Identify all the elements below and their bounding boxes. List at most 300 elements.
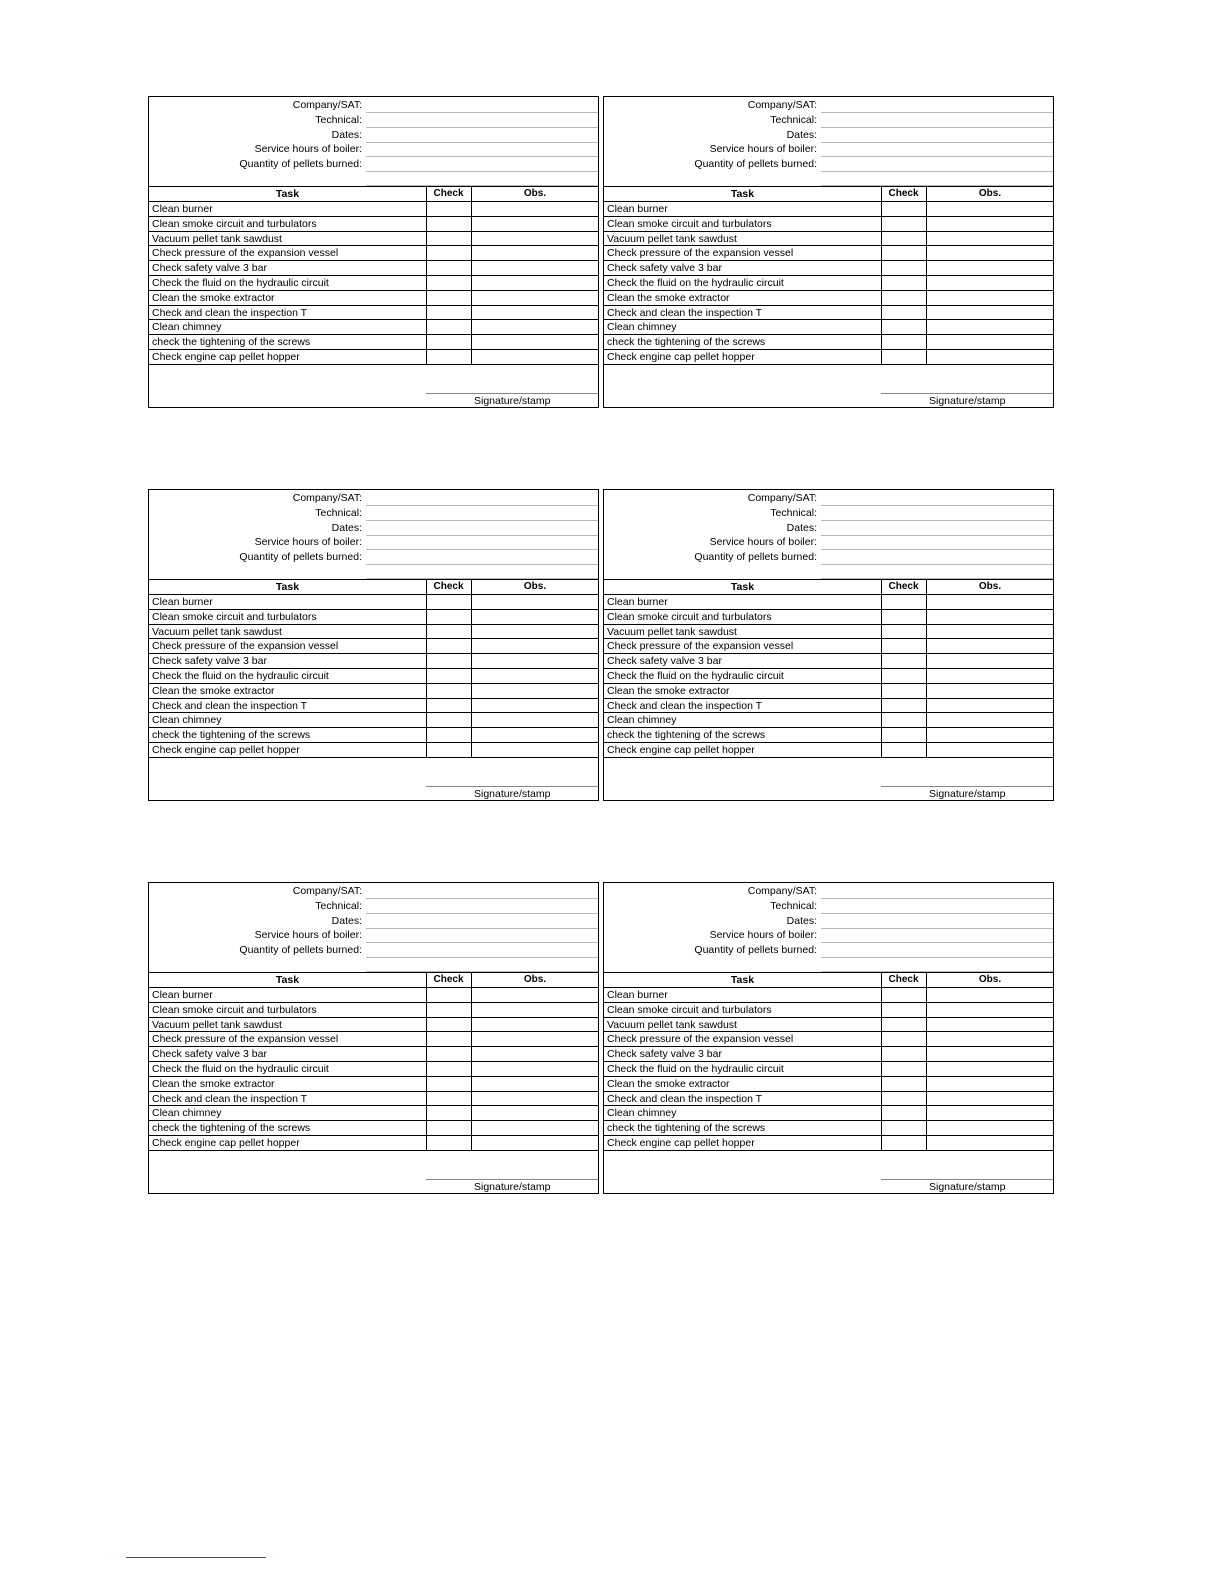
- column-divider: [471, 579, 472, 757]
- task-row: [604, 1135, 1053, 1150]
- task-row: [149, 698, 598, 713]
- task-check-cell[interactable]: [882, 261, 926, 275]
- task-check-cell[interactable]: [882, 728, 926, 742]
- task-label: check the tightening of the screws: [607, 1122, 766, 1135]
- task-label: Clean chimney: [152, 714, 222, 727]
- task-label: Check safety valve 3 bar: [152, 655, 267, 668]
- header-field-row: [604, 142, 1053, 157]
- task-check-cell[interactable]: [427, 654, 471, 668]
- signature-label: Signature/stamp: [474, 395, 551, 407]
- task-check-cell[interactable]: [882, 1121, 926, 1135]
- column-header-obs: Obs.: [523, 974, 547, 985]
- column-divider: [426, 186, 427, 364]
- task-check-cell[interactable]: [882, 625, 926, 639]
- task-obs-cell[interactable]: [927, 335, 1053, 349]
- header-field-row: [149, 521, 598, 536]
- task-obs-cell[interactable]: [927, 713, 1053, 727]
- task-obs-cell[interactable]: [472, 625, 598, 639]
- task-label: Check engine cap pellet hopper: [607, 351, 755, 363]
- task-check-cell[interactable]: [427, 684, 471, 698]
- task-obs-cell[interactable]: [927, 625, 1053, 639]
- task-obs-cell[interactable]: [472, 669, 598, 683]
- task-row: [149, 231, 598, 246]
- task-obs-cell[interactable]: [927, 988, 1053, 1002]
- task-label: Clean the smoke extractor: [152, 1077, 275, 1090]
- signature-label: Signature/stamp: [929, 788, 1006, 800]
- header-field-row: [604, 914, 1053, 929]
- task-label: check the tightening of the screws: [607, 729, 766, 742]
- task-obs-cell[interactable]: [927, 306, 1053, 320]
- task-row: [604, 742, 1053, 757]
- signature-field[interactable]: [881, 1179, 1053, 1180]
- task-obs-cell[interactable]: [472, 1121, 598, 1135]
- task-row: [149, 216, 598, 231]
- table-bottom-border: [604, 1150, 1053, 1151]
- maintenance-card: [148, 489, 599, 801]
- task-obs-cell[interactable]: [927, 261, 1053, 275]
- task-obs-cell[interactable]: [472, 684, 598, 698]
- task-row: [604, 712, 1053, 727]
- task-row: [149, 987, 598, 1002]
- task-row: [604, 334, 1053, 349]
- task-row: [604, 260, 1053, 275]
- header-field-label: Technical:: [315, 899, 362, 912]
- header-field-label: Quantity of pellets burned:: [694, 551, 817, 564]
- task-obs-cell[interactable]: [472, 1092, 598, 1106]
- task-check-cell[interactable]: [882, 743, 926, 757]
- task-label: Check the fluid on the hydraulic circuit: [607, 277, 784, 289]
- header-field-label: Company/SAT:: [747, 492, 817, 504]
- task-label: Clean chimney: [607, 1107, 677, 1120]
- task-check-cell[interactable]: [882, 232, 926, 246]
- task-check-cell[interactable]: [882, 320, 926, 334]
- signature-field[interactable]: [881, 393, 1053, 394]
- column-header-task: Task: [730, 581, 755, 593]
- task-obs-cell[interactable]: [472, 232, 598, 246]
- column-divider: [426, 972, 427, 1150]
- task-obs-cell[interactable]: [927, 1003, 1053, 1017]
- column-divider: [471, 186, 472, 364]
- header-field-row: [604, 491, 1053, 506]
- task-check-cell[interactable]: [882, 246, 926, 260]
- task-obs-cell[interactable]: [927, 1121, 1053, 1135]
- task-label: Check and clean the inspection T: [152, 1092, 308, 1105]
- column-header-task: Task: [275, 974, 300, 986]
- header-field-label: Company/SAT:: [747, 99, 817, 111]
- task-obs-cell[interactable]: [927, 232, 1053, 246]
- task-row: [604, 668, 1053, 683]
- task-check-cell[interactable]: [427, 350, 471, 364]
- task-label: Check pressure of the expansion vessel: [607, 1033, 794, 1046]
- task-label: Check and clean the inspection T: [607, 699, 763, 712]
- table-bottom-border: [604, 364, 1053, 365]
- header-field-row: [604, 899, 1053, 914]
- task-obs-cell[interactable]: [927, 1018, 1053, 1032]
- task-label: Clean burner: [152, 989, 213, 1001]
- signature-label: Signature/stamp: [929, 1181, 1006, 1193]
- task-check-cell[interactable]: [882, 713, 926, 727]
- task-check-cell[interactable]: [427, 261, 471, 275]
- signature-field[interactable]: [426, 786, 598, 787]
- task-check-cell[interactable]: [882, 639, 926, 653]
- task-label: check the tightening of the screws: [152, 336, 311, 349]
- header-field-label: Company/SAT:: [292, 885, 362, 897]
- signature-field[interactable]: [881, 786, 1053, 787]
- task-check-cell[interactable]: [427, 1077, 471, 1091]
- task-label: Check safety valve 3 bar: [152, 262, 267, 275]
- column-divider: [426, 579, 427, 757]
- task-row: [149, 1031, 598, 1046]
- task-row: [604, 609, 1053, 624]
- header-field-label: Service hours of boiler:: [254, 143, 362, 156]
- task-obs-cell[interactable]: [927, 1136, 1053, 1150]
- task-obs-cell[interactable]: [472, 1136, 598, 1150]
- task-row: [604, 216, 1053, 231]
- task-label: Check and clean the inspection T: [152, 699, 308, 712]
- task-row: [149, 742, 598, 757]
- task-obs-cell[interactable]: [472, 728, 598, 742]
- task-row: [149, 1135, 598, 1150]
- column-header-check: Check: [888, 188, 919, 199]
- task-label: Clean chimney: [152, 321, 222, 334]
- task-row: [604, 305, 1053, 320]
- task-obs-cell[interactable]: [927, 743, 1053, 757]
- task-obs-cell[interactable]: [927, 217, 1053, 231]
- task-obs-cell[interactable]: [927, 1062, 1053, 1076]
- task-label: Check safety valve 3 bar: [607, 262, 722, 275]
- task-check-cell[interactable]: [427, 1003, 471, 1017]
- task-check-cell[interactable]: [427, 246, 471, 260]
- task-check-cell[interactable]: [427, 595, 471, 609]
- task-obs-cell[interactable]: [472, 654, 598, 668]
- task-check-cell[interactable]: [882, 1062, 926, 1076]
- signature-field[interactable]: [426, 1179, 598, 1180]
- task-row: [149, 1120, 598, 1135]
- header-field-row: [604, 884, 1053, 899]
- task-obs-cell[interactable]: [927, 350, 1053, 364]
- task-check-cell[interactable]: [427, 699, 471, 713]
- task-row: [149, 712, 598, 727]
- task-obs-cell[interactable]: [472, 261, 598, 275]
- signature-field[interactable]: [426, 393, 598, 394]
- header-field-label: Technical:: [770, 113, 817, 126]
- task-obs-cell[interactable]: [472, 306, 598, 320]
- header-field-label: Quantity of pellets burned:: [239, 944, 362, 957]
- task-check-cell[interactable]: [427, 202, 471, 216]
- task-check-cell[interactable]: [882, 1032, 926, 1046]
- header-field-input[interactable]: [821, 171, 1053, 172]
- column-header-check: Check: [433, 188, 464, 199]
- column-header-obs: Obs.: [978, 188, 1002, 199]
- task-row: [604, 624, 1053, 639]
- task-label: Clean the smoke extractor: [152, 291, 275, 304]
- task-row: [149, 334, 598, 349]
- column-header-check: Check: [433, 974, 464, 985]
- header-field-row: [604, 113, 1053, 128]
- header-field-row: [149, 98, 598, 113]
- task-label: Check engine cap pellet hopper: [152, 1137, 300, 1149]
- task-check-cell[interactable]: [427, 639, 471, 653]
- column-header-obs: Obs.: [523, 188, 547, 199]
- header-field-input[interactable]: [366, 957, 598, 958]
- task-check-cell[interactable]: [427, 217, 471, 231]
- task-obs-cell[interactable]: [927, 595, 1053, 609]
- task-label: Vacuum pellet tank sawdust: [607, 1018, 737, 1031]
- header-field-input[interactable]: [366, 171, 598, 172]
- task-row: [149, 1076, 598, 1091]
- task-label: check the tightening of the screws: [152, 729, 311, 742]
- header-field-row: [604, 157, 1053, 172]
- header-field-label: Company/SAT:: [292, 492, 362, 504]
- task-label: Clean smoke circuit and turbulators: [152, 610, 317, 623]
- task-label: Check and clean the inspection T: [607, 306, 763, 319]
- task-obs-cell[interactable]: [927, 699, 1053, 713]
- task-check-cell[interactable]: [427, 610, 471, 624]
- header-field-label: Dates:: [786, 521, 817, 534]
- task-obs-cell[interactable]: [472, 699, 598, 713]
- task-check-cell[interactable]: [427, 1136, 471, 1150]
- task-check-cell[interactable]: [882, 335, 926, 349]
- task-row: [604, 1046, 1053, 1061]
- task-check-cell[interactable]: [427, 1121, 471, 1135]
- task-label: Clean the smoke extractor: [607, 1077, 730, 1090]
- task-obs-cell[interactable]: [927, 610, 1053, 624]
- task-obs-cell[interactable]: [927, 246, 1053, 260]
- header-field-label: Quantity of pellets burned:: [694, 944, 817, 957]
- task-check-cell[interactable]: [882, 1018, 926, 1032]
- signature-label: Signature/stamp: [474, 788, 551, 800]
- task-row: [149, 624, 598, 639]
- header-field-row: [149, 884, 598, 899]
- task-label: check the tightening of the screws: [607, 336, 766, 349]
- header-field-row: [604, 128, 1053, 143]
- task-check-cell[interactable]: [427, 1047, 471, 1061]
- footnote-separator: [126, 1557, 266, 1558]
- task-row: [604, 1091, 1053, 1106]
- header-field-row: [149, 128, 598, 143]
- column-divider: [471, 972, 472, 1150]
- task-check-cell[interactable]: [882, 595, 926, 609]
- task-check-cell[interactable]: [882, 217, 926, 231]
- task-row: [604, 245, 1053, 260]
- task-label: Check pressure of the expansion vessel: [607, 640, 794, 653]
- task-obs-cell[interactable]: [472, 246, 598, 260]
- task-row: [604, 1002, 1053, 1017]
- task-obs-cell[interactable]: [472, 202, 598, 216]
- task-obs-cell[interactable]: [472, 1032, 598, 1046]
- task-obs-cell[interactable]: [927, 1047, 1053, 1061]
- task-check-cell[interactable]: [427, 1106, 471, 1120]
- task-obs-cell[interactable]: [927, 1106, 1053, 1120]
- task-obs-cell[interactable]: [927, 669, 1053, 683]
- task-row: [149, 668, 598, 683]
- header-field-label: Service hours of boiler:: [709, 929, 817, 942]
- task-obs-cell[interactable]: [472, 320, 598, 334]
- task-obs-cell[interactable]: [927, 654, 1053, 668]
- task-obs-cell[interactable]: [927, 1077, 1053, 1091]
- task-check-cell[interactable]: [427, 335, 471, 349]
- header-field-row: [149, 157, 598, 172]
- task-check-cell[interactable]: [427, 625, 471, 639]
- task-label: Check safety valve 3 bar: [607, 655, 722, 668]
- task-check-cell[interactable]: [882, 276, 926, 290]
- task-row: [604, 638, 1053, 653]
- header-field-label: Service hours of boiler:: [709, 536, 817, 549]
- task-label: Check safety valve 3 bar: [607, 1048, 722, 1061]
- task-check-cell[interactable]: [882, 350, 926, 364]
- task-check-cell[interactable]: [427, 306, 471, 320]
- header-field-row: [149, 914, 598, 929]
- task-obs-cell[interactable]: [927, 684, 1053, 698]
- task-obs-cell[interactable]: [472, 1077, 598, 1091]
- task-obs-cell[interactable]: [472, 639, 598, 653]
- task-check-cell[interactable]: [427, 1092, 471, 1106]
- task-label: Clean the smoke extractor: [607, 291, 730, 304]
- column-header-obs: Obs.: [523, 581, 547, 592]
- task-check-cell[interactable]: [882, 202, 926, 216]
- task-check-cell[interactable]: [427, 669, 471, 683]
- task-row: [149, 305, 598, 320]
- task-row: [604, 1031, 1053, 1046]
- task-check-cell[interactable]: [882, 654, 926, 668]
- task-obs-cell[interactable]: [927, 276, 1053, 290]
- task-check-cell[interactable]: [427, 1062, 471, 1076]
- task-check-cell[interactable]: [882, 1077, 926, 1091]
- column-divider: [926, 186, 927, 364]
- task-row: [149, 1002, 598, 1017]
- task-row: [604, 1076, 1053, 1091]
- column-header-obs: Obs.: [978, 974, 1002, 985]
- task-label: Vacuum pellet tank sawdust: [607, 625, 737, 638]
- task-obs-cell[interactable]: [472, 335, 598, 349]
- task-check-cell[interactable]: [427, 291, 471, 305]
- task-label: Clean burner: [152, 596, 213, 608]
- task-check-cell[interactable]: [427, 320, 471, 334]
- header-field-row: [604, 943, 1053, 958]
- task-obs-cell[interactable]: [472, 610, 598, 624]
- task-obs-cell[interactable]: [472, 595, 598, 609]
- task-check-cell[interactable]: [427, 232, 471, 246]
- header-field-input[interactable]: [821, 957, 1053, 958]
- task-check-cell[interactable]: [882, 699, 926, 713]
- column-header-task: Task: [730, 974, 755, 986]
- task-check-cell[interactable]: [882, 988, 926, 1002]
- task-check-cell[interactable]: [882, 1047, 926, 1061]
- header-field-row: [149, 142, 598, 157]
- column-header-check: Check: [888, 974, 919, 985]
- header-field-input[interactable]: [366, 564, 598, 565]
- header-field-input[interactable]: [821, 564, 1053, 565]
- header-field-label: Dates:: [331, 128, 362, 141]
- task-label: Vacuum pellet tank sawdust: [152, 625, 282, 638]
- task-check-cell[interactable]: [427, 728, 471, 742]
- task-check-cell[interactable]: [882, 684, 926, 698]
- header-field-label: Company/SAT:: [292, 99, 362, 111]
- task-label: Clean smoke circuit and turbulators: [152, 1003, 317, 1016]
- task-check-cell[interactable]: [882, 669, 926, 683]
- task-obs-cell[interactable]: [472, 1106, 598, 1120]
- header-field-label: Dates:: [786, 914, 817, 927]
- task-row: [149, 638, 598, 653]
- header-field-row: [604, 521, 1053, 536]
- column-divider: [881, 186, 882, 364]
- task-check-cell[interactable]: [427, 743, 471, 757]
- task-row: [604, 1105, 1053, 1120]
- task-row: [604, 653, 1053, 668]
- task-check-cell[interactable]: [882, 1092, 926, 1106]
- task-obs-cell[interactable]: [472, 276, 598, 290]
- task-obs-cell[interactable]: [927, 728, 1053, 742]
- task-obs-cell[interactable]: [927, 291, 1053, 305]
- task-obs-cell[interactable]: [927, 202, 1053, 216]
- task-row: [149, 594, 598, 609]
- task-label: Vacuum pellet tank sawdust: [607, 232, 737, 245]
- task-row: [604, 1061, 1053, 1076]
- header-field-label: Technical:: [770, 899, 817, 912]
- task-check-cell[interactable]: [882, 1106, 926, 1120]
- header-field-row: [604, 98, 1053, 113]
- task-obs-cell[interactable]: [472, 988, 598, 1002]
- task-row: [149, 1061, 598, 1076]
- task-check-cell[interactable]: [882, 610, 926, 624]
- task-row: [604, 290, 1053, 305]
- task-obs-cell[interactable]: [927, 1092, 1053, 1106]
- task-check-cell[interactable]: [427, 1032, 471, 1046]
- task-row: [149, 653, 598, 668]
- task-obs-cell[interactable]: [472, 1062, 598, 1076]
- task-obs-cell[interactable]: [472, 350, 598, 364]
- maintenance-card: [603, 882, 1054, 1194]
- task-label: Clean smoke circuit and turbulators: [607, 217, 772, 230]
- table-bottom-border: [149, 1150, 598, 1151]
- task-obs-cell[interactable]: [472, 713, 598, 727]
- task-obs-cell[interactable]: [927, 639, 1053, 653]
- task-check-cell[interactable]: [427, 988, 471, 1002]
- task-row: [604, 987, 1053, 1002]
- task-row: [149, 201, 598, 216]
- header-field-label: Dates:: [331, 914, 362, 927]
- task-check-cell[interactable]: [882, 1003, 926, 1017]
- task-label: Clean burner: [607, 203, 668, 215]
- task-check-cell[interactable]: [427, 713, 471, 727]
- table-bottom-border: [604, 757, 1053, 758]
- task-label: Check engine cap pellet hopper: [607, 744, 755, 756]
- task-obs-cell[interactable]: [472, 1018, 598, 1032]
- task-row: [604, 231, 1053, 246]
- task-check-cell[interactable]: [427, 276, 471, 290]
- header-field-row: [149, 928, 598, 943]
- task-obs-cell[interactable]: [472, 1003, 598, 1017]
- header-field-label: Quantity of pellets burned:: [694, 158, 817, 171]
- task-obs-cell[interactable]: [472, 217, 598, 231]
- task-check-cell[interactable]: [427, 1018, 471, 1032]
- task-obs-cell[interactable]: [927, 1032, 1053, 1046]
- column-header-check: Check: [888, 581, 919, 592]
- task-label: Clean the smoke extractor: [152, 684, 275, 697]
- task-obs-cell[interactable]: [472, 743, 598, 757]
- task-row: [149, 609, 598, 624]
- task-check-cell[interactable]: [882, 291, 926, 305]
- task-check-cell[interactable]: [882, 306, 926, 320]
- task-obs-cell[interactable]: [472, 291, 598, 305]
- task-obs-cell[interactable]: [472, 1047, 598, 1061]
- task-check-cell[interactable]: [882, 1136, 926, 1150]
- task-label: Clean chimney: [607, 714, 677, 727]
- task-obs-cell[interactable]: [927, 320, 1053, 334]
- maintenance-card: [603, 96, 1054, 408]
- task-label: Check and clean the inspection T: [607, 1092, 763, 1105]
- maintenance-card: [603, 489, 1054, 801]
